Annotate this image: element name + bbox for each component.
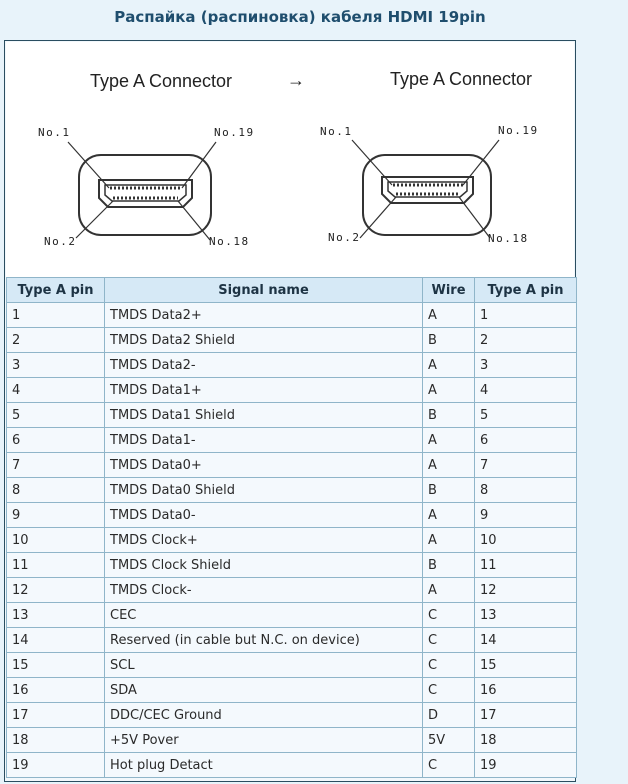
cell-signal-name: TMDS Data2 Shield (105, 328, 423, 353)
left-label-no18: No.18 (209, 235, 250, 248)
table-row (7, 578, 577, 603)
cell-wire: A (423, 528, 475, 553)
cell-wire: B (423, 553, 475, 578)
cell-pin-right: 6 (475, 428, 577, 453)
cell-pin-left: 17 (7, 703, 105, 728)
header-wire: Wire (423, 278, 475, 303)
table-row (7, 628, 577, 653)
cell-wire: A (423, 378, 475, 403)
cell-wire: A (423, 303, 475, 328)
cell-signal-name: TMDS Data0 Shield (105, 478, 423, 503)
cell-pin-left: 16 (7, 678, 105, 703)
table-row (7, 678, 577, 703)
cell-signal-name: SDA (105, 678, 423, 703)
cell-signal-name: Hot plug Detact (105, 753, 423, 778)
page-title: Распайка (распиновка) кабеля HDMI 19pin (114, 8, 486, 26)
cell-wire: B (423, 478, 475, 503)
cell-pin-right: 9 (475, 503, 577, 528)
table-row (7, 603, 577, 628)
cell-signal-name: SCL (105, 653, 423, 678)
cell-signal-name: TMDS Clock- (105, 578, 423, 603)
cell-signal-name: TMDS Data2- (105, 353, 423, 378)
cell-pin-left: 18 (7, 728, 105, 753)
right-label-no19: No.19 (498, 124, 539, 137)
cell-pin-right: 12 (475, 578, 577, 603)
cell-wire: B (423, 403, 475, 428)
right-label-no2: No.2 (328, 231, 361, 244)
cell-pin-right: 15 (475, 653, 577, 678)
cell-wire: A (423, 453, 475, 478)
content-panel (4, 40, 576, 782)
cell-signal-name: TMDS Data1+ (105, 378, 423, 403)
cell-pin-right: 13 (475, 603, 577, 628)
right-connector-title: Type A Connector (389, 69, 533, 89)
cell-signal-name: Reserved (in cable but N.C. on device) (105, 628, 423, 653)
cell-pin-right: 1 (475, 303, 577, 328)
table-row (7, 653, 577, 678)
left-label-no2: No.2 (44, 235, 77, 248)
cell-signal-name: TMDS Clock+ (105, 528, 423, 553)
pinout-table (6, 277, 577, 778)
cell-wire: C (423, 678, 475, 703)
table-row (7, 503, 577, 528)
cell-wire: D (423, 703, 475, 728)
connector-diagram-svg (6, 42, 574, 277)
cell-signal-name: CEC (105, 603, 423, 628)
cell-wire: A (423, 353, 475, 378)
cell-pin-left: 10 (7, 528, 105, 553)
cell-pin-left: 14 (7, 628, 105, 653)
arrow-icon: → (287, 70, 305, 90)
cell-signal-name: TMDS Data1- (105, 428, 423, 453)
cell-signal-name: TMDS Data2+ (105, 303, 423, 328)
table-row (7, 428, 577, 453)
cell-signal-name: TMDS Data0- (105, 503, 423, 528)
cell-signal-name: +5V Pover (105, 728, 423, 753)
left-connector-title: Type A Connector (89, 71, 233, 91)
left-connector-icon (68, 142, 216, 240)
cell-pin-left: 19 (7, 753, 105, 778)
cell-wire: A (423, 578, 475, 603)
connector-diagram (6, 42, 574, 277)
cell-pin-left: 9 (7, 503, 105, 528)
header-type-a-pin-right: Type A pin (475, 278, 577, 303)
right-connector-icon (352, 140, 499, 238)
cell-pin-left: 5 (7, 403, 105, 428)
cell-wire: 5V (423, 728, 475, 753)
cell-wire: A (423, 428, 475, 453)
table-row (7, 378, 577, 403)
cell-pin-right: 2 (475, 328, 577, 353)
cell-signal-name: TMDS Data0+ (105, 453, 423, 478)
cell-wire: C (423, 653, 475, 678)
cell-pin-left: 4 (7, 378, 105, 403)
cell-pin-left: 12 (7, 578, 105, 603)
cell-pin-left: 7 (7, 453, 105, 478)
cell-wire: C (423, 603, 475, 628)
cell-wire: B (423, 328, 475, 353)
cell-pin-right: 8 (475, 478, 577, 503)
left-label-no19: No.19 (214, 126, 255, 139)
table-row (7, 328, 577, 353)
table-row (7, 703, 577, 728)
right-label-no18: No.18 (488, 232, 529, 245)
cell-pin-left: 3 (7, 353, 105, 378)
cell-pin-right: 7 (475, 453, 577, 478)
cell-pin-right: 16 (475, 678, 577, 703)
cell-pin-right: 11 (475, 553, 577, 578)
table-row (7, 528, 577, 553)
cell-pin-right: 19 (475, 753, 577, 778)
table-row (7, 303, 577, 328)
table-header-row (7, 278, 577, 303)
cell-pin-right: 17 (475, 703, 577, 728)
cell-wire: C (423, 753, 475, 778)
pinout-table-body (7, 303, 577, 778)
cell-pin-right: 4 (475, 378, 577, 403)
cell-pin-right: 3 (475, 353, 577, 378)
table-row (7, 353, 577, 378)
header-signal-name: Signal name (105, 278, 423, 303)
cell-signal-name: DDC/CEC Ground (105, 703, 423, 728)
cell-signal-name: TMDS Data1 Shield (105, 403, 423, 428)
cell-pin-left: 1 (7, 303, 105, 328)
cell-signal-name: TMDS Clock Shield (105, 553, 423, 578)
table-row (7, 453, 577, 478)
cell-pin-left: 13 (7, 603, 105, 628)
cell-pin-right: 5 (475, 403, 577, 428)
table-row (7, 403, 577, 428)
cell-pin-left: 8 (7, 478, 105, 503)
table-row (7, 553, 577, 578)
cell-pin-right: 14 (475, 628, 577, 653)
table-row (7, 728, 577, 753)
left-label-no1: No.1 (38, 126, 71, 139)
header-type-a-pin-left: Type A pin (7, 278, 105, 303)
cell-pin-left: 15 (7, 653, 105, 678)
cell-pin-left: 11 (7, 553, 105, 578)
cell-wire: C (423, 628, 475, 653)
cell-wire: A (423, 503, 475, 528)
right-label-no1: No.1 (320, 125, 353, 138)
table-row (7, 478, 577, 503)
cell-pin-left: 6 (7, 428, 105, 453)
table-row (7, 753, 577, 778)
cell-pin-right: 10 (475, 528, 577, 553)
cell-pin-right: 18 (475, 728, 577, 753)
cell-pin-left: 2 (7, 328, 105, 353)
